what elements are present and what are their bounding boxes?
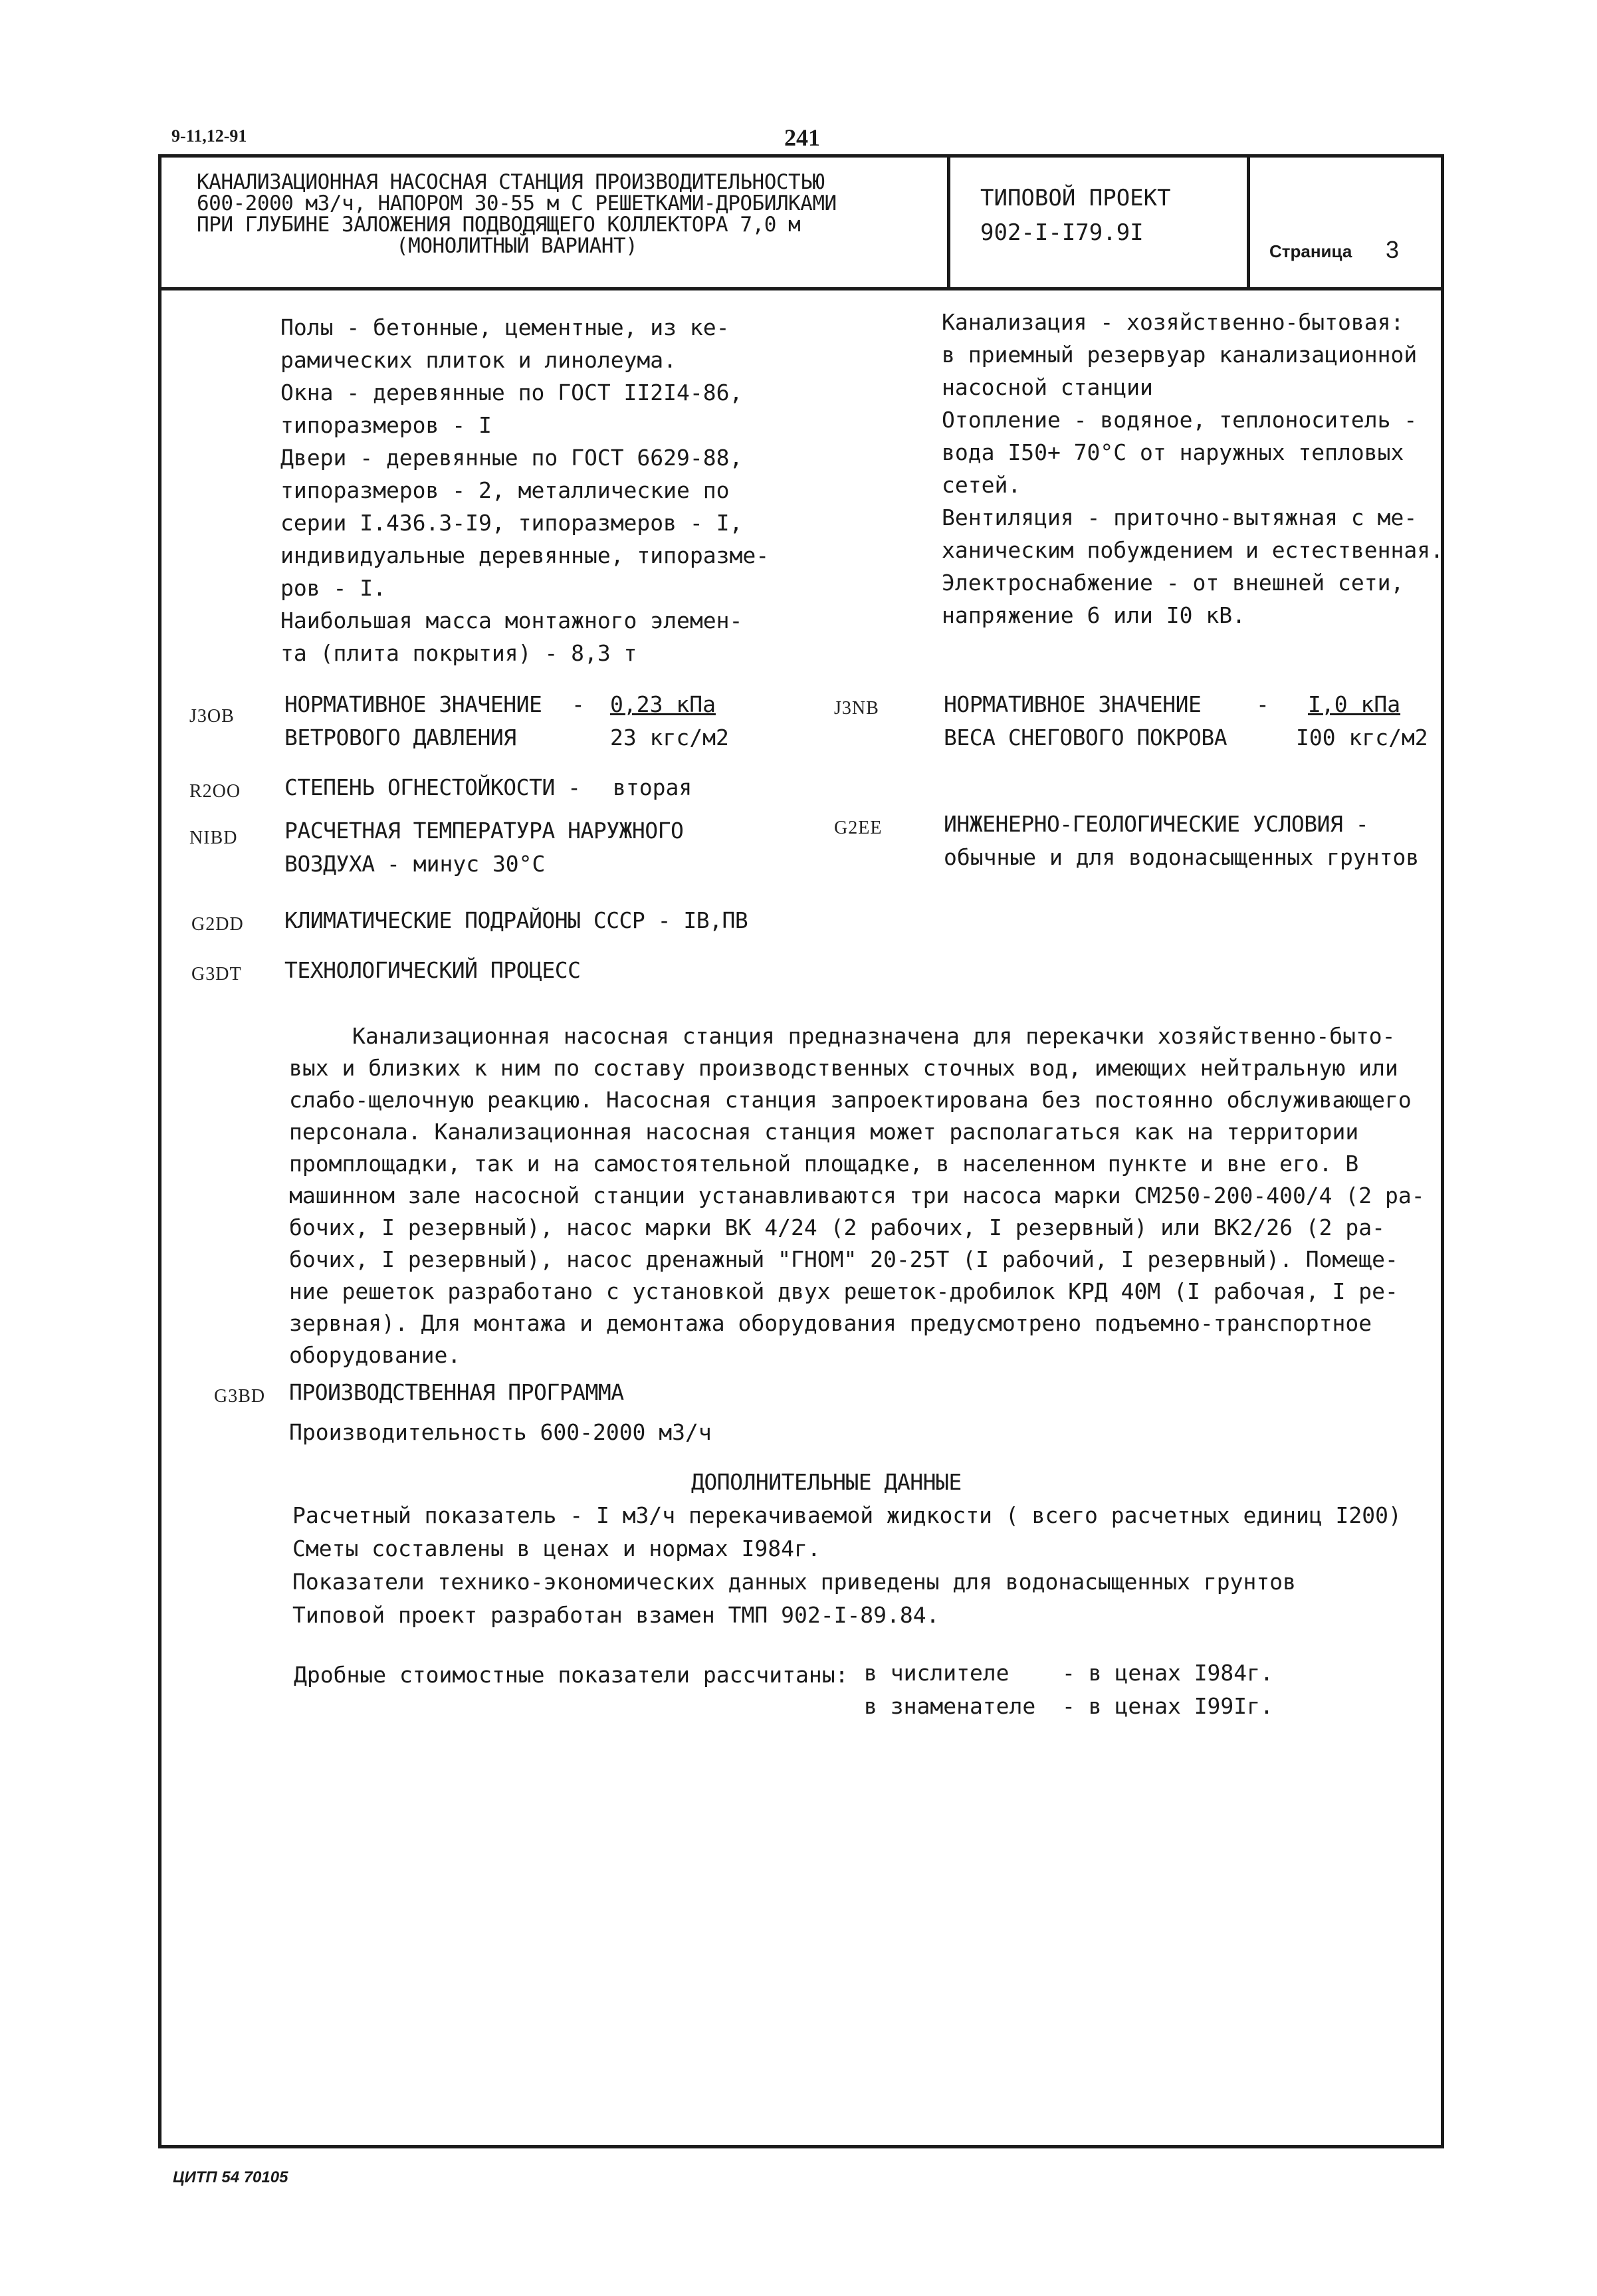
additional-heading: ДОПОЛНИТЕЛЬНЫЕ ДАННЫЕ [691, 1469, 962, 1495]
paragraph-line: промплощадки, так и на самостоятельной площадке, в населенном пункте и вне его. В [289, 1151, 1359, 1177]
climate-code: G2DD [191, 914, 244, 935]
fire-label: СТЕПЕНЬ ОГНЕСТОЙКОСТИ - [284, 774, 581, 800]
text-line: Наибольшая масса монтажного элемен- [280, 608, 743, 633]
temperature-label: ВОЗДУХА [284, 851, 375, 877]
text-line: Двери - деревянные по ГОСТ 6629-88, [280, 445, 743, 471]
fire-value: вторая [613, 774, 692, 800]
text-line: Окна - деревянные по ГОСТ II2I4-86, [280, 380, 743, 405]
page-value: 3 [1386, 236, 1400, 263]
process-description [289, 1020, 1425, 1371]
header-divider [158, 287, 1444, 290]
document-title [197, 172, 837, 257]
project-label: ТИПОВОЙ ПРОЕКТ [980, 185, 1171, 211]
paragraph-line: Канализационная насосная станция предназначена для перекачки хозяйственно-быто- [352, 1023, 1396, 1049]
header-divider-1 [947, 154, 950, 288]
paragraph-line: слабо-щелочную реакцию. Насосная станция запроектирована без постоянно обслуживающего [289, 1087, 1412, 1113]
fire-code: R2OO [189, 781, 241, 802]
temperature-label: РАСЧЕТНАЯ ТЕМПЕРАТУРА НАРУЖНОГО [284, 818, 684, 844]
text-line: в приемный резервуар канализационной [942, 342, 1418, 368]
geology-value: обычные и для водонасыщенных грунтов [944, 844, 1420, 870]
text-line: Электроснабжение - от внешней сети, [942, 570, 1404, 596]
text-line: Канализация - хозяйственно-бытовая: [942, 309, 1404, 335]
text-line: серии I.436.3-I9, типоразмеров - I, [280, 510, 743, 536]
text-line: напряжение 6 или I0 кВ. [942, 602, 1245, 628]
text-line: Расчетный показатель - I м3/ч перекачиваемой жидкости ( всего расчетных единиц I200) [292, 1502, 1402, 1528]
title-line: ПРИ ГЛУБИНЕ ЗАЛОЖЕНИЯ ПОДВОДЯЩЕГО КОЛЛЕКТОРА 7,0 м [197, 213, 801, 237]
fraction-numerator: в числителе - в ценах I984г. [864, 1660, 1273, 1686]
paragraph-line: зервная). Для монтажа и демонтажа оборудования предусмотрено подъемно-транспортное [289, 1310, 1372, 1336]
title-line: КАНАЛИЗАЦИОННАЯ НАСОСНАЯ СТАНЦИЯ ПРОИЗВОДИТЕЛЬНОСТЬЮ [197, 170, 825, 194]
text-line: Сметы составлены в ценах и нормах I984г. [292, 1536, 821, 1561]
wind-label: ВЕТРОВОГО ДАВЛЕНИЯ [284, 725, 516, 750]
fraction-denominator: в знаменателе - в ценах I99Iг. [864, 1693, 1273, 1719]
snow-label: ВЕСА СНЕГОВОГО ПОКРОВА [944, 725, 1227, 750]
text-line: вода I50+ 70°С от наружных тепловых [942, 439, 1404, 465]
title-line: (МОНОЛИТНЫЙ ВАРИАНТ) [396, 234, 638, 258]
program-code: G3BD [214, 1386, 266, 1407]
paragraph-line: машинном зале насосной станции устанавливаются три насоса марки СМ250-200-400/4 (2 ра- [289, 1183, 1425, 1208]
snow-dash: - [1256, 691, 1269, 717]
engineering-systems [942, 306, 1443, 631]
wind-label: НОРМАТИВНОЕ ЗНАЧЕНИЕ [284, 691, 542, 717]
footer-stamp: ЦИТП 54 70105 [173, 2168, 288, 2186]
program-text: Производительность 600-2000 м3/ч [289, 1419, 712, 1445]
document-stamp: 9-11,12-91 [171, 126, 247, 146]
text-line: Показатели технико-экономических данных приведены для водонасыщенных грунтов [292, 1569, 1296, 1595]
snow-label: НОРМАТИВНОЕ ЗНАЧЕНИЕ [944, 691, 1202, 717]
project-code: 902-I-I79.9I [980, 219, 1144, 246]
project-block [980, 181, 1171, 250]
text-line: Типовой проект разработан взамен ТМП 902-I-89.84. [292, 1602, 940, 1628]
text-line: Отопление - водяное, теплоноситель - [942, 407, 1418, 433]
wind-value: 23 кгс/м2 [610, 725, 729, 750]
geology-code: G2EE [834, 818, 883, 838]
text-line: индивидуальные деревянные, типоразме- [280, 542, 770, 568]
process-code: G3DT [191, 964, 242, 984]
page-number: 241 [784, 124, 820, 151]
header-divider-2 [1247, 154, 1250, 288]
additional-data [292, 1499, 1402, 1632]
text-line: Полы - бетонные, цементные, из ке- [280, 314, 730, 340]
temperature-code: NIBD [189, 828, 238, 848]
text-line: типоразмеров - 2, металлические по [280, 477, 730, 503]
snow-value: I00 кгс/м2 [1296, 725, 1428, 750]
text-line: ханическим побуждением и естественная. [942, 537, 1443, 563]
text-line: насосной станции [942, 374, 1153, 400]
wind-value: 0,23 кПа [610, 691, 716, 717]
text-line: та (плита покрытия) - 8,3 т [280, 640, 637, 666]
paragraph-line: вых и близких к ним по составу производственных сточных вод, имеющих нейтральную или [289, 1055, 1398, 1081]
page-label: Страница [1269, 241, 1352, 261]
paragraph-line: оборудование. [289, 1342, 461, 1368]
wind-dash: - [572, 691, 585, 717]
text-line: типоразмеров - I [280, 412, 492, 438]
text-line: Вентиляция - приточно-вытяжная с ме- [942, 505, 1418, 530]
wind-code: J3OB [189, 706, 235, 727]
process-heading: ТЕХНОЛОГИЧЕСКИЙ ПРОЦЕСС [284, 957, 581, 983]
snow-value: I,0 кПа [1308, 691, 1401, 717]
title-line: 600-2000 м3/ч, НАПОРОМ 30-55 м С РЕШЕТКАМИ-ДРОБИЛКАМИ [197, 191, 837, 215]
paragraph-line: бочих, I резервный), насос дренажный "ГНОМ" 20-25Т (I рабочий, I резервный). Помеще- [289, 1246, 1398, 1272]
fraction-label: Дробные стоимостные показатели рассчитаны: [294, 1662, 849, 1688]
paragraph-line: ние решеток разработано с установкой двух решеток-дробилок КРД 40М (I рабочая, I ре- [289, 1278, 1398, 1304]
text-line: рамических плиток и линолеума. [280, 347, 677, 373]
construction-details [280, 311, 769, 669]
text-line: ров - I. [280, 575, 386, 601]
temperature-value: - минус 30°С [387, 851, 546, 877]
program-heading: ПРОИЗВОДСТВЕННАЯ ПРОГРАММА [289, 1379, 624, 1405]
geology-label: ИНЖЕНЕРНО-ГЕОЛОГИЧЕСКИЕ УСЛОВИЯ - [944, 811, 1369, 837]
text-line: сетей. [942, 472, 1021, 498]
climate-label: КЛИМАТИЧЕСКИЕ ПОДРАЙОНЫ СССР - IB,ПB [284, 907, 748, 933]
paragraph-line: персонала. Канализационная насосная станция может располагаться как на территории [289, 1119, 1359, 1145]
snow-code: J3NB [834, 698, 879, 719]
paragraph-line: бочих, I резервный), насос марки ВК 4/24 (2 рабочих, I резервный) или ВК2/26 (2 ра- [289, 1214, 1386, 1240]
